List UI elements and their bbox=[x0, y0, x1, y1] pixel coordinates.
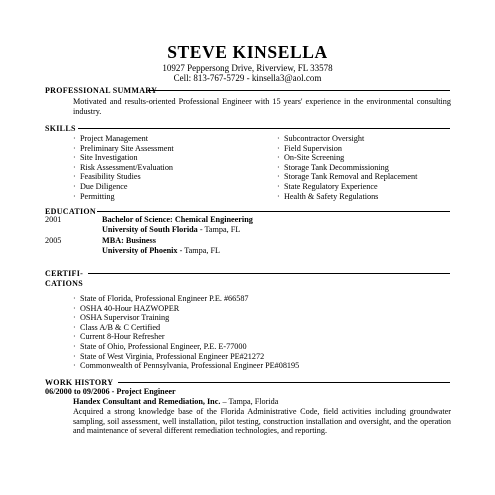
skills-rule bbox=[78, 128, 450, 129]
list-item: · Field Supervision bbox=[277, 143, 342, 153]
certifications-heading-line2: CATIONS bbox=[45, 279, 83, 288]
certifications-list bbox=[73, 294, 299, 371]
resume-name: STEVE KINSELLA bbox=[167, 42, 328, 62]
job-company-line bbox=[73, 397, 278, 407]
education-year: 2005 bbox=[45, 236, 62, 245]
list-item: · Subcontractor Oversight bbox=[277, 134, 365, 143]
list-item: · Class A/B & C Certified bbox=[73, 322, 161, 332]
education-heading: EDUCATION bbox=[45, 207, 97, 216]
job-dates: 06/2000 to 09/2006 bbox=[45, 387, 110, 396]
address: 10927 Peppersong Drive, Riverview, FL 33578 bbox=[162, 63, 333, 73]
job-title: - Project Engineer bbox=[109, 387, 176, 396]
list-item: · Due Diligence bbox=[73, 181, 128, 191]
list-item: · State of West Virginia, Professional Engineer PE#21272 bbox=[73, 351, 265, 361]
job-company-location: – Tampa, Florida bbox=[220, 397, 279, 406]
job-description: Acquired a strong knowledge base of the Florida Administrative Code, field activities including groundwater sampling, soil assessment, well installation, pilot testing, construction installation and oversight, and the operation and maintenance of several different remediation technologies, and reporting. bbox=[73, 407, 451, 436]
education-school-line bbox=[102, 225, 240, 235]
list-item: · OSHA Supervisor Training bbox=[73, 313, 170, 323]
list-item: · State of Florida, Professional Engineer P.E. #66587 bbox=[73, 294, 249, 303]
list-item: · State Regulatory Experience bbox=[277, 181, 378, 191]
education-degree: MBA: Business bbox=[102, 236, 156, 245]
contact-line: Cell: 813-767-5729 - kinsella3@aol.com bbox=[173, 73, 322, 83]
work-rule bbox=[118, 382, 450, 383]
education-school-line bbox=[102, 246, 220, 256]
list-item: · Current 8-Hour Refresher bbox=[73, 332, 165, 342]
list-item: · On-Site Screening bbox=[277, 153, 345, 163]
summary-rule bbox=[148, 90, 450, 91]
education-location: - Tampa, FL bbox=[177, 246, 220, 255]
list-item: · Storage Tank Decommissioning bbox=[277, 162, 389, 172]
summary-heading: PROFESSIONAL SUMMARY bbox=[45, 86, 158, 95]
skills-left-list bbox=[73, 134, 174, 201]
list-item: · Commonwealth of Pennsylvania, Professional Engineer PE#08195 bbox=[73, 361, 300, 371]
skills-right-list bbox=[277, 134, 417, 201]
list-item: · Project Management bbox=[73, 134, 148, 143]
certifications-heading-line1: CERTIFI- bbox=[45, 269, 84, 278]
list-item: · State of Ohio, Professional Engineer, P.E. E-77000 bbox=[73, 341, 247, 351]
education-school: University of South Florida bbox=[102, 225, 198, 234]
education-degree: Bachelor of Science: Chemical Engineering bbox=[102, 215, 253, 224]
list-item: · Risk Assessment/Evaluation bbox=[73, 162, 174, 172]
job-dates-title bbox=[45, 387, 176, 397]
education-school: University of Phoenix bbox=[102, 246, 178, 255]
list-item: · Permitting bbox=[73, 191, 115, 201]
list-item: · Preliminary Site Assessment bbox=[73, 143, 174, 153]
list-item: · Site Investigation bbox=[73, 153, 138, 163]
certifications-rule bbox=[88, 273, 450, 274]
education-rule bbox=[97, 211, 450, 212]
work-heading: WORK HISTORY bbox=[45, 378, 114, 387]
education-location: - Tampa, FL bbox=[197, 225, 241, 234]
skills-heading: SKILLS bbox=[45, 124, 76, 133]
list-item: · OSHA 40-Hour HAZWOPER bbox=[73, 303, 180, 313]
list-item: · Feasibility Studies bbox=[73, 172, 141, 182]
job-company: Handex Consultant and Remediation, Inc. bbox=[73, 397, 221, 406]
education-year: 2001 bbox=[45, 215, 62, 224]
list-item: · Storage Tank Removal and Replacement bbox=[277, 172, 418, 182]
list-item: · Health & Safety Regulations bbox=[277, 191, 379, 201]
summary-text: Motivated and results-oriented Professional Engineer with 15 years' experience in the environmental consulting industry. bbox=[73, 97, 451, 116]
